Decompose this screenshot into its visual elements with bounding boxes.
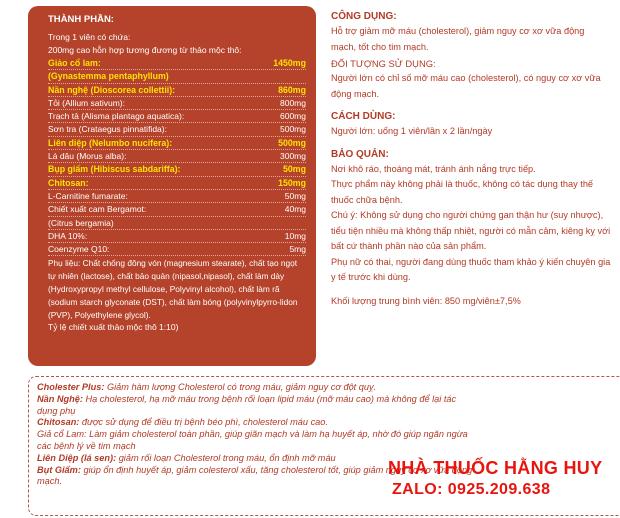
ingredient-amount: 40mg: [284, 204, 306, 215]
ingredient-name: Nần nghệ (Dioscorea collettii):: [48, 84, 176, 95]
benefit-line: [37, 441, 617, 453]
ingredient-row: [48, 163, 306, 176]
ingredient-name: (Gynastemma pentaphyllum): [48, 71, 169, 82]
composition-intro-2: 200mg cao hỗn hợp tương đương từ thảo mộc thô:: [48, 45, 242, 55]
benefit-text: Giả cổ Lam: Làm giảm cholesterol toàn phần, giúp giãn mạch và làm hạ huyết áp, nhờ đó giúp ngăn ngừa: [37, 429, 468, 440]
ingredient-row: [48, 150, 306, 163]
benefit-text: mạch.: [37, 476, 63, 487]
ingredient-row: [48, 203, 306, 216]
benefit-label: Nần Nghệ:: [37, 393, 83, 404]
benefit-text: giúp ổn định huyết áp, giảm colesterol xấu, tăng cholesterol tốt, giúp giảm nguy cơ xơ vữa động: [80, 464, 473, 475]
benefit-text: dụng phụ: [37, 405, 76, 416]
ingredient-name: Sơn tra (Crataegus pinnatifida):: [48, 124, 167, 135]
info-column: [331, 10, 611, 309]
ingredient-amount: 150mg: [278, 177, 306, 188]
benefit-text: Hạ cholesterol, hạ mỡ máu trong bệnh rối loạn lipid máu (mỡ máu cao) mà không để lại tác: [82, 393, 457, 404]
ingredient-name: Tỏi (Allium sativum):: [48, 97, 125, 108]
benefit-label: Liên Diệp (lá sen):: [37, 452, 117, 463]
benefit-label: Chitosan:: [37, 417, 80, 428]
benefit-line: [37, 382, 617, 394]
benefit-line: [37, 394, 617, 406]
benefit-text: được sử dụng để điều trị bệnh béo phì, cholesterol máu cao.: [79, 417, 328, 428]
ingredient-row: [48, 110, 306, 123]
ingredient-row: [48, 97, 306, 110]
ingredient-name: Trạch tả (Alisma plantago aquatica):: [48, 111, 185, 122]
pregnancy-text: Phụ nữ có thai, người đang dùng thuốc tham khảo ý kiến chuyên gia y tế trước khi dùng.: [331, 256, 611, 282]
ingredient-name: DHA 10%:: [48, 230, 88, 241]
target-heading: ĐỐI TƯỢNG SỬ DỤNG:: [331, 58, 436, 69]
ingredient-name: Chitosan:: [48, 177, 89, 188]
ingredient-amount: 1450mg: [273, 58, 306, 68]
ingredient-name: Chiết xuất cam Bergamot:: [48, 204, 147, 215]
benefit-text: các bệnh lý về tim mạch: [37, 440, 136, 451]
storage-text: Nơi khô ráo, thoáng mát, tránh ánh nắng trực tiếp.: [331, 163, 536, 174]
composition-intro-1: Trong 1 viên có chứa:: [48, 32, 131, 42]
ingredient-row: [48, 70, 306, 83]
storage-heading: BẢO QUẢN:: [331, 148, 389, 160]
benefit-line: [37, 406, 617, 418]
benefit-text: giảm rối loạn Cholesterol trong máu, ổn định mỡ máu: [116, 452, 336, 463]
benefit-text: Giảm hàm lượng Cholesterol có trong máu, giảm nguy cơ đột quỵ.: [104, 382, 377, 392]
ingredient-row: [48, 84, 306, 97]
ingredient-name: L-Carnitine fumarate:: [48, 190, 128, 201]
ingredient-name: Lá dâu (Morus alba):: [48, 151, 127, 162]
ingredient-list: [48, 57, 306, 256]
ingredient-name: Liên diệp (Nelumbo nucifera):: [48, 137, 173, 148]
dosage-text: Người lớn: uống 1 viên/lần x 2 lần/ngày: [331, 126, 493, 136]
ingredient-amount: 500mg: [278, 137, 306, 148]
ingredient-amount: 50mg: [283, 164, 306, 175]
benefit-label: Bụt Giấm:: [37, 464, 81, 475]
ingredient-row: [48, 243, 306, 256]
benefit-label: Cholester Plus:: [37, 382, 105, 392]
warning-text: Thực phẩm này không phải là thuốc, không có tác dụng thay thế thuốc chữa bệnh.: [331, 179, 594, 205]
ingredient-row: [48, 190, 306, 203]
weight-text: Khối lượng trung bình viên: 850 mg/viên±7,5%: [331, 295, 521, 306]
benefit-line: [37, 429, 617, 441]
composition-heading: THÀNH PHẦN:: [48, 14, 114, 25]
ingredient-amount: 300mg: [280, 151, 306, 162]
note-text: Chú ý: Không sử dụng cho người chứng gan thận hư (suy nhược), tiểu tiện nhiều mà không thấp nhiệt, người có mẫn cảm, kiêng kỵ với bất cứ thành phần nào của sản phẩm.: [331, 210, 611, 251]
ingredient-amount: 800mg: [280, 97, 306, 108]
ingredient-name: (Citrus bergamia): [48, 217, 114, 228]
ingredient-amount: 10mg: [284, 230, 306, 241]
ingredient-amount: 500mg: [280, 124, 306, 135]
extract-ratio: Tỷ lệ chiết xuất thảo mộc thô 1:10): [48, 322, 179, 333]
dosage-heading: CÁCH DÙNG:: [331, 111, 396, 122]
ingredient-name: Giảo cổ lam:: [48, 58, 101, 68]
ingredient-amount: 5mg: [289, 244, 306, 255]
ingredient-row: [48, 230, 306, 243]
ingredient-row: [48, 57, 306, 70]
composition-panel: [28, 6, 316, 366]
uses-heading: CÔNG DỤNG:: [331, 11, 397, 22]
watermark-zalo-number: ZALO: 0925.209.638: [392, 481, 551, 498]
ingredient-name: Coenzyme Q10:: [48, 244, 110, 255]
ingredient-row: [48, 217, 306, 230]
additives-text: Phụ liệu: Chất chống đông vón (magnesium stearate), chất tạo ngọt tự nhiên (lactose), chất bảo quản (nipasol,nipasol), chất làm dày (Hydroxypropyl methyl cellulose, Polyvinyl alcohol), chất làm rã (sodium starch glyconate (DST), chất làm bóng (polyvinylpyrro-lidon (PVP), Polyethylene glycol).: [48, 258, 298, 320]
ingredient-row: [48, 137, 306, 150]
target-text: Người lớn có chỉ số mỡ máu cao (cholesterol), có nguy cơ xơ vữa động mạch.: [331, 73, 601, 99]
ingredient-name: Bụp giấm (Hibiscus sabdariffa):: [48, 164, 181, 175]
ingredient-row: [48, 123, 306, 136]
benefit-line: [37, 417, 617, 429]
ingredient-amount: 600mg: [280, 111, 306, 122]
ingredient-amount: 860mg: [278, 84, 306, 95]
uses-text: Hỗ trợ giảm mỡ máu (cholesterol), giảm nguy cơ xơ vữa động mạch, tốt cho tim mạch.: [331, 26, 585, 52]
watermark-pharmacy-name: NHÀ THUỐC HẰNG HUY: [388, 458, 603, 478]
ingredient-row: [48, 177, 306, 190]
ingredient-amount: 50mg: [284, 190, 306, 201]
